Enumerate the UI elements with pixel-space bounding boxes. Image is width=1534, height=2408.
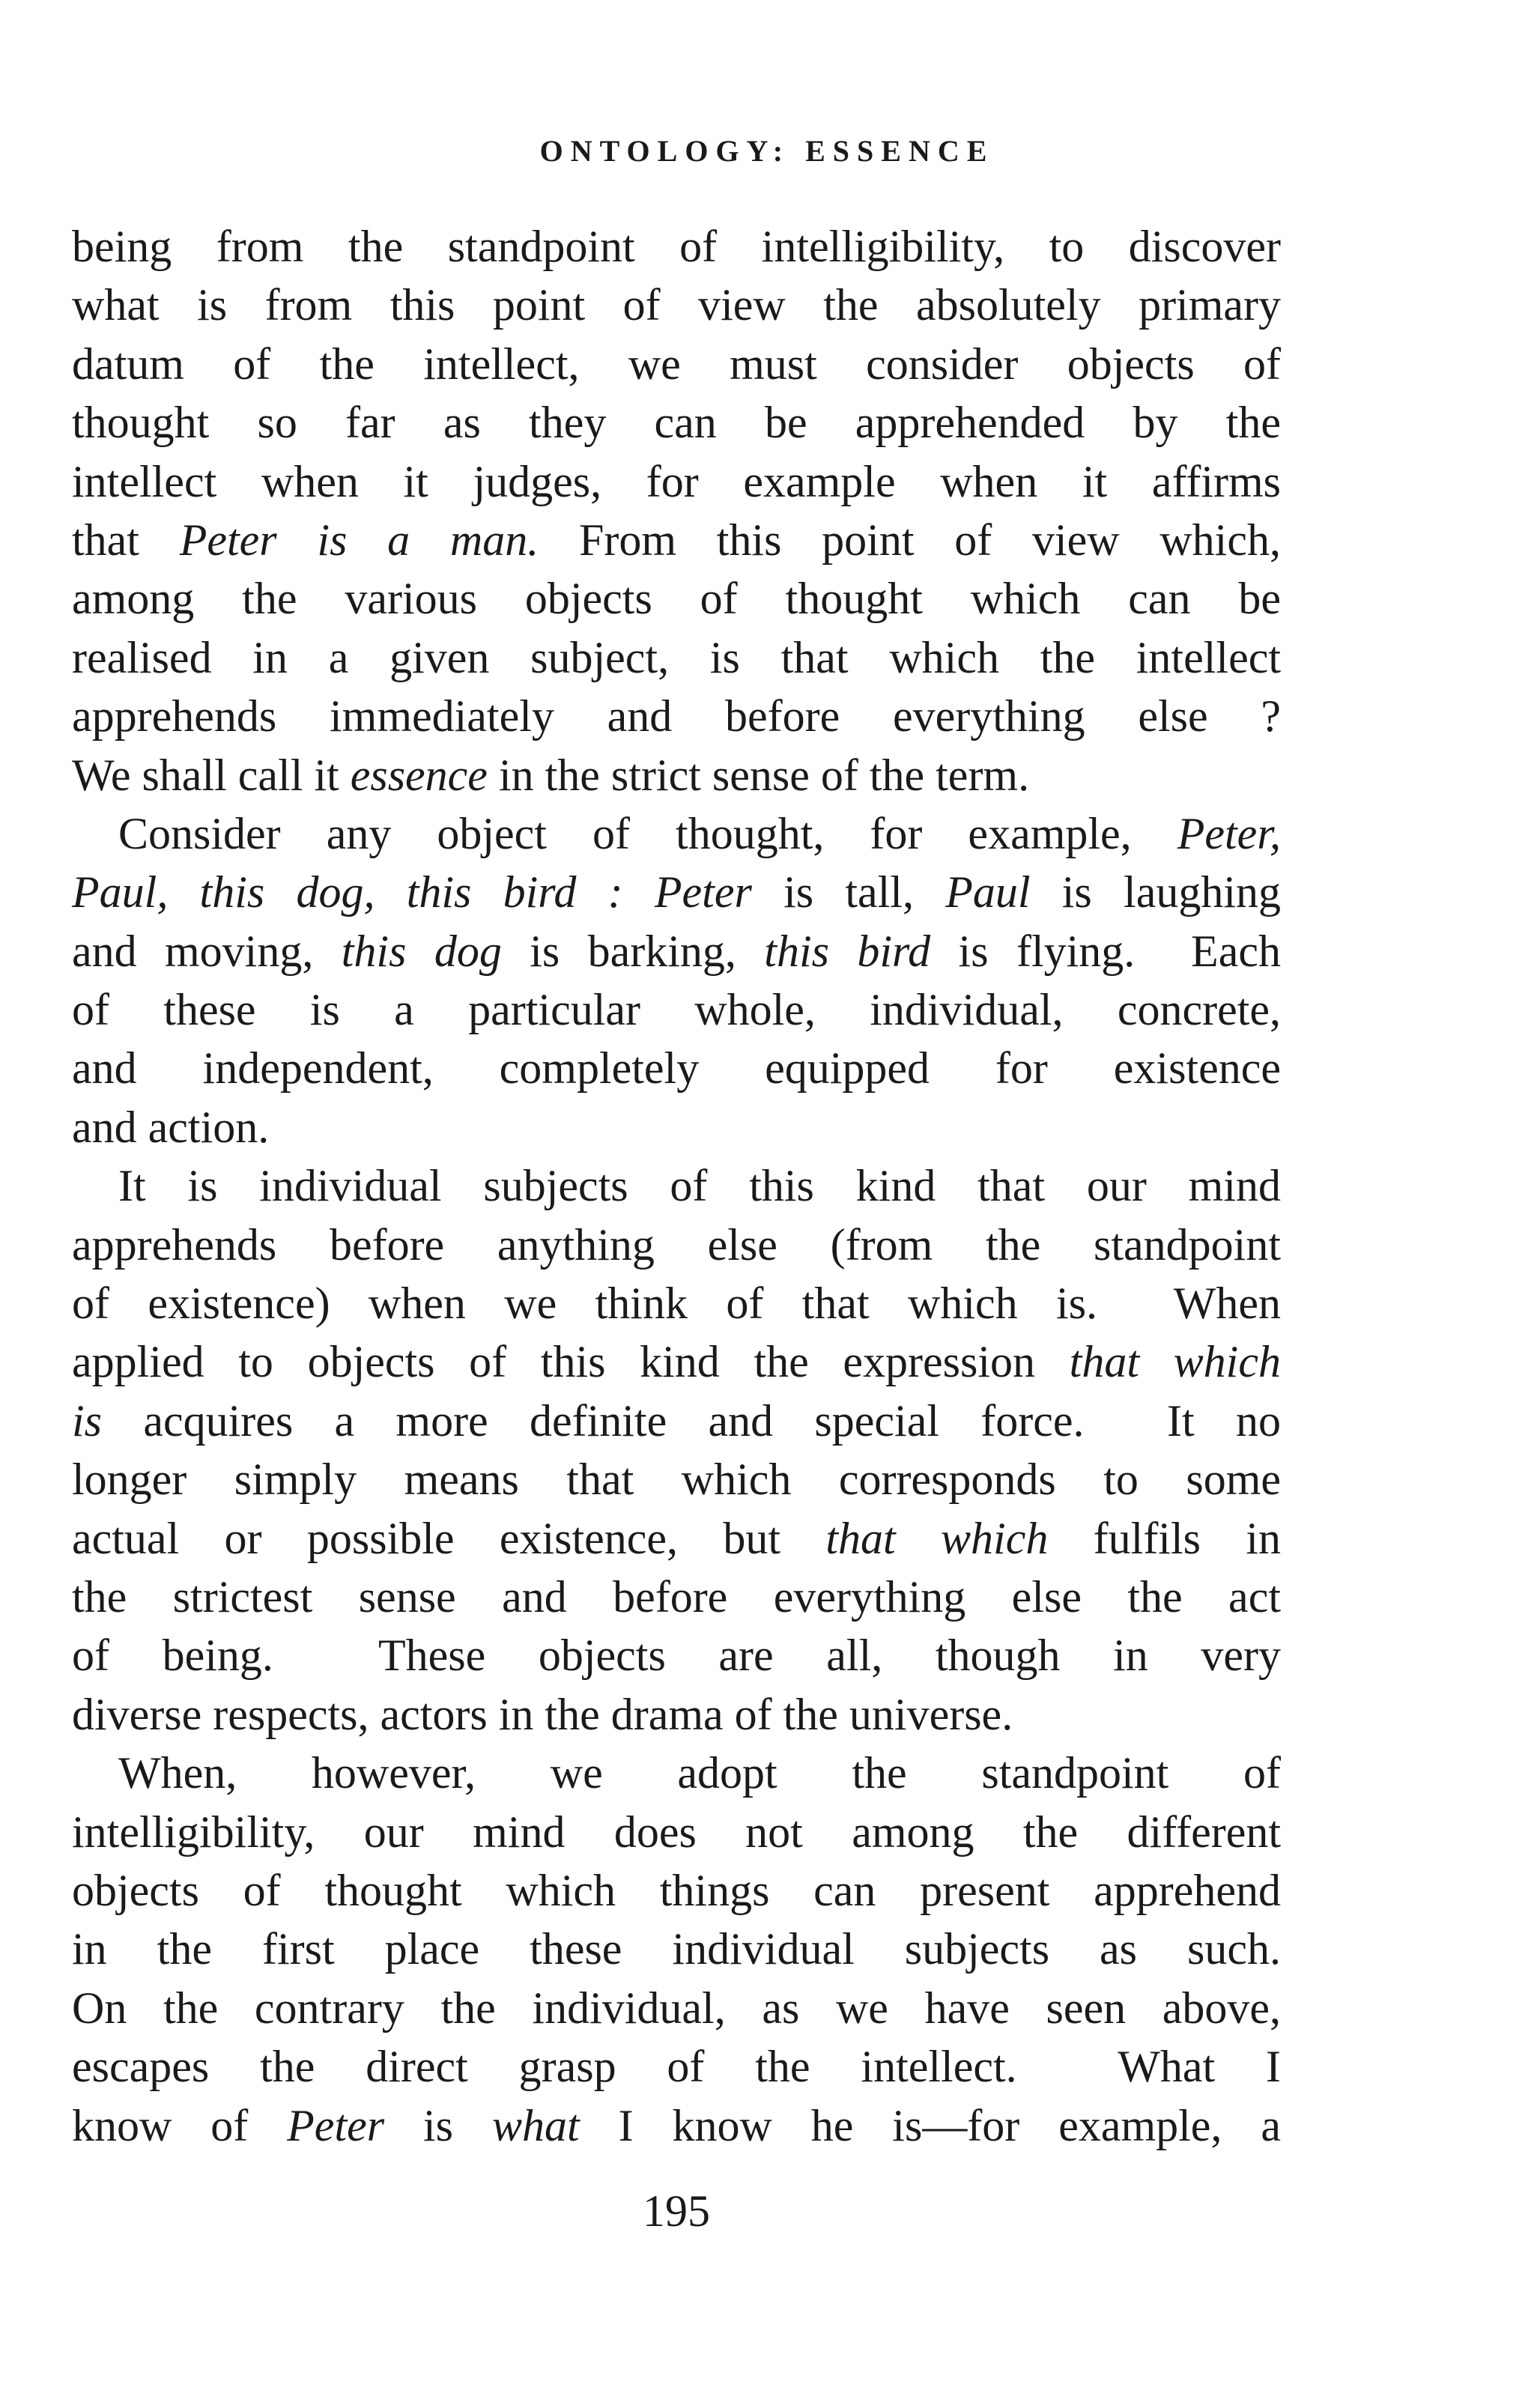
text-run: It is individual subjects of this kind that our mind	[118, 1161, 1281, 1211]
text-line	[72, 1744, 1281, 1802]
italic-text: that which	[1069, 1337, 1281, 1387]
text-run: being from the standpoint of intelligibility, to discover	[72, 222, 1281, 271]
text-line	[72, 1216, 1281, 1274]
text-line	[72, 393, 1281, 452]
italic-text: Paul	[945, 867, 1031, 918]
text-run: diverse respects, actors in the drama of the universe.	[72, 1689, 1013, 1739]
text-line	[72, 1156, 1281, 1215]
text-run: that	[72, 515, 180, 565]
text-run: thought so far as they can be apprehended by the	[72, 398, 1281, 448]
page-number: 195	[643, 2186, 710, 2236]
text-line	[72, 1568, 1281, 1626]
text-line	[72, 2096, 1281, 2155]
text-line	[72, 1274, 1281, 1332]
body-text	[72, 217, 1281, 2155]
text-line	[72, 980, 1281, 1039]
text-line	[72, 2037, 1281, 2096]
text-run: the strictest sense and before everything else the act	[72, 1571, 1281, 1622]
text-run: objects of thought which things can present apprehend	[72, 1865, 1281, 1915]
text-run: is flying. Each	[930, 926, 1281, 976]
italic-text: this dog	[341, 926, 502, 976]
text-run: From this point of view which,	[539, 515, 1281, 565]
italic-text: essence	[350, 750, 488, 800]
text-run: datum of the intellect, we must consider objects of	[72, 339, 1281, 389]
text-line	[72, 569, 1281, 628]
running-head: ONTOLOGY: ESSENCE	[539, 134, 995, 168]
text-line	[72, 1332, 1281, 1391]
italic-text: Paul, this dog, this bird : Peter	[72, 867, 752, 918]
text-run: of these is a particular whole, individual, concrete,	[72, 985, 1281, 1035]
text-line	[72, 1920, 1281, 1978]
text-line	[72, 1098, 1281, 1156]
text-line	[72, 1979, 1281, 2037]
text-line	[72, 1803, 1281, 1861]
text-line	[72, 804, 1281, 863]
text-line	[72, 276, 1281, 334]
text-line	[72, 922, 1281, 980]
text-line	[72, 863, 1281, 921]
text-line	[72, 1626, 1281, 1684]
text-line	[72, 335, 1281, 393]
text-run: fulfils in	[1048, 1513, 1281, 1563]
text-run: is	[384, 2100, 492, 2150]
text-run: of existence) when we think of that which is. When	[72, 1279, 1281, 1329]
text-run: apprehends immediately and before everything else ?	[72, 691, 1281, 741]
text-run: among the various objects of thought which can be	[72, 574, 1281, 624]
text-run: apprehends before anything else (from the standpoint	[72, 1219, 1281, 1270]
text-run: what is from this point of view the absolutely primary	[72, 280, 1281, 330]
text-line	[72, 1861, 1281, 1920]
text-run: know of	[72, 2100, 288, 2150]
text-line	[72, 1392, 1281, 1450]
text-run: actual or possible existence, but	[72, 1513, 826, 1563]
text-line	[72, 628, 1281, 687]
text-line	[72, 1039, 1281, 1097]
text-run: of being. These objects are all, though in very	[72, 1631, 1281, 1681]
text-run: Consider any object of thought, for example,	[118, 808, 1177, 858]
text-line	[72, 452, 1281, 511]
italic-text: this bird	[764, 926, 931, 976]
text-run: and action.	[72, 1102, 270, 1152]
text-line	[72, 687, 1281, 745]
italic-text: Peter	[287, 2100, 385, 2150]
text-run: and independent, completely equipped for existence	[72, 1043, 1281, 1094]
italic-text: Peter is a man.	[179, 515, 539, 565]
text-line	[72, 746, 1281, 804]
text-run: When, however, we adopt the standpoint of	[118, 1748, 1281, 1798]
text-run: is tall,	[751, 867, 946, 918]
text-run: is laughing	[1030, 867, 1281, 918]
italic-text: what	[491, 2100, 580, 2150]
text-run: is barking,	[501, 926, 765, 976]
text-run: in the strict sense of the term.	[487, 750, 1030, 800]
text-run: longer simply means that which corresponds to some	[72, 1455, 1281, 1505]
text-run: We shall call it	[72, 750, 351, 800]
text-line	[72, 1509, 1281, 1568]
text-line	[72, 217, 1281, 276]
text-run: On the contrary the individual, as we have seen above,	[72, 1983, 1281, 2033]
text-run: intellect when it judges, for example when it affirms	[72, 456, 1281, 506]
text-run: realised in a given subject, is that which the intellect	[72, 632, 1281, 682]
italic-text: that which	[825, 1513, 1049, 1563]
text-line	[72, 511, 1281, 569]
italic-text: Peter,	[1177, 808, 1281, 858]
text-run: and moving,	[72, 926, 342, 976]
italic-text: is	[72, 1395, 103, 1446]
text-run: intelligibility, our mind does not among the different	[72, 1807, 1281, 1857]
text-run: in the first place these individual subjects as such.	[72, 1924, 1281, 1974]
text-line	[72, 1685, 1281, 1744]
text-run: I know he is—for example, a	[579, 2100, 1281, 2150]
text-line	[72, 1450, 1281, 1508]
text-run: acquires a more definite and special force. It no	[102, 1395, 1281, 1446]
text-run: applied to objects of this kind the expression	[72, 1337, 1070, 1387]
text-run: escapes the direct grasp of the intellect. What I	[72, 2042, 1281, 2092]
